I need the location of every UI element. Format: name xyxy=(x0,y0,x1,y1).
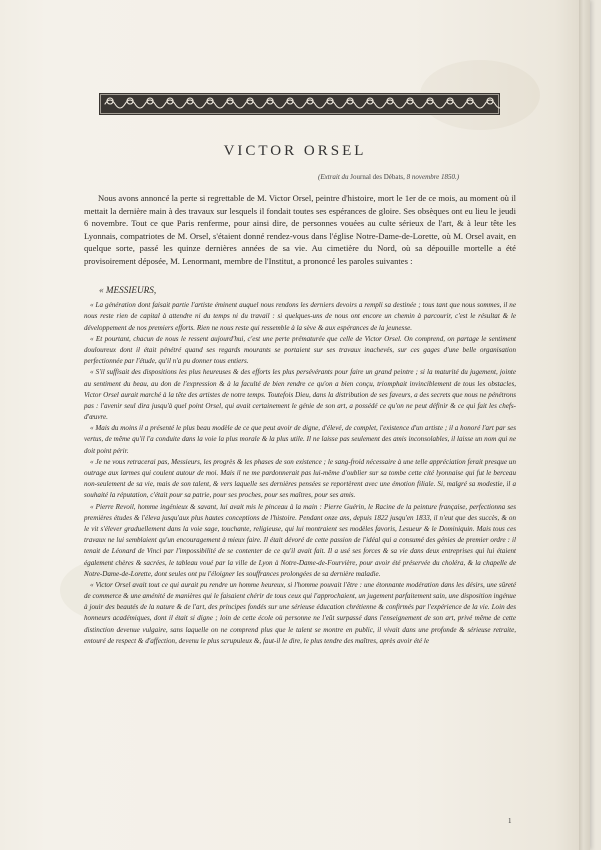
speech-block xyxy=(84,285,516,647)
speech-paragraph: « Mais du moins il a présenté le plus beau modèle de ce que peut avoir de digne, d'élevé, de complet, l'existence d'un artiste ; il a honoré l'art par ses vertus, de même qu'il l'a conduite dans la voie la plus morale & la plus utile. Il ne laisse pas seulement des amis inconsolables, il laisse un nom qui ne doit point périr. xyxy=(84,424,516,455)
page-title: VICTOR ORSEL xyxy=(223,143,367,159)
source-prefix: (Extrait du xyxy=(318,173,351,181)
source-journal: Journal des Débats xyxy=(350,173,404,181)
intro-paragraph: Nous avons annoncé la perte si regrettable de M. Victor Orsel, peintre d'histoire, mort le 1er de ce mois, au moment où il mettait la dernière main à des travaux sur lesquels il fondait toutes ses espérances de gloire. Ses obsèques ont eu lieu le jeudi 6 novembre. Tout ce que Paris renferme, pour ainsi dire, de personnes vouées au culte sérieux de l'art, & à leur tête les Lyonnais, compatriotes de M. Orsel, s'étaient donné rendez-vous dans l'église Notre-Dame-de-Lorette, où M. Orsel avait, en quelque sorte, passé les quinze dernières années de sa vie. Au cimetière du Nord, où sa dépouille mortelle a été provisoirement déposée, M. Lenormant, membre de l'Institut, a prononcé les paroles suivantes : xyxy=(84,193,516,266)
page-number: 1 xyxy=(508,817,512,825)
source-citation xyxy=(318,173,459,181)
speech-paragraph: « Victor Orsel avait tout ce qui aurait pu rendre un homme heureux, si l'homme pouvait l'être : une étonnante modération dans les désirs, une sûreté de commerce & une aménité de manières qui le faisaient chérir de tous ceux qui l'approchaient, un jugement parfaitement sain, une disposition ingénue à jouir des beautés de la nature & de l'art, des principes fondés sur une sérieuse éducation chrétienne & confirmés par l'expérience de la vie. Loin des honneurs académiques, dont il était si digne ; loin de cette école où personne ne l'eût surpassé dans l'enseignement de son art, privé même de cette distinction devenue vulgaire, sans laquelle on ne comprend plus que le talent se montre en public, il vivait dans une profonde & sérieuse retraite, entouré de respect & d'affection, devenu le plus scrupuleux &, faut-il le dire, le plus tendre des maîtres, après avoir été le xyxy=(84,580,516,645)
speech-paragraph: « Pierre Revoil, homme ingénieux & savant, lui avait mis le pinceau à la main : Pierre Guérin, le Racine de la peinture française, perfectionna ses premières études & l'éleva jusqu'aux plus hautes conceptions de l'histoire. Pendant onze ans, depuis 1822 jusqu'en 1833, il n'eut que des succès, & on le vit s'élever graduellement dans la voie sage, touchante, religieuse, qui lui montraient ses modèles favoris, Lesueur & le Dominiquin. Mais tous ces travaux ne lui semblaient qu'un encouragement à mieux faire. Il était dévoré de cette passion de l'idéal qui a consumé des génies de premier ordre : il tenait de Léonard de Vinci par l'impossibilité de se contenter de ce qu'il avait fait. Il a usé ses forces & sa vie dans deux entreprises qui lui étaient également chères & sacrées, le tableau voué par la ville de Lyon à Notre-Dame-de-Fourvière, pour avoir été préservée du choléra, & la chapelle de Notre-Dame-de-Lorette, dont seules ont pu l'éloigner les souffrances prolongées de sa dernière maladie. xyxy=(84,502,516,578)
speech-paragraph: « Je ne vous retracerai pas, Messieurs, les progrès & les phases de son existence ; le sang-froid nécessaire à une telle appréciation ferait presque un outrage aux larmes qui coulent autour de moi. Mais il ne me pardonnerait pas lui-même d'oublier sur sa tombe cette cité lyonnaise qui fut le berceau non-seulement de sa vie, mais de son talent, & vers laquelle ses dernières pensées se reportèrent avec une émotion filiale. Si, malgré sa modestie, il a souhaité la réputation, c'était pour sa patrie, pour ses proches, pour ses maîtres, pour ses amis. xyxy=(84,457,516,500)
speech-paragraph: « La génération dont faisait partie l'artiste éminent auquel nous rendons les derniers devoirs a rempli sa destinée ; tous tant que nous sommes, il ne nous reste rien de capital à attendre ni du temps ni du travail : si quelques-uns de nous ont encore un chemin à parcourir, c'est le résultat & le développement de nos premiers efforts. Rien ne nous reste qui ressemble à la sève & aux espérances de la jeunesse. xyxy=(84,301,516,332)
speech-paragraph: « Et pourtant, chacun de nous le ressent aujourd'hui, c'est une perte prématurée que celle de Victor Orsel. On comprend, on partage le sentiment douloureux dont il était pénétré quand ses regards mourants se portaient sur ses travaux inachevés, sur ces gages d'une belle organisation perfectionnée par l'étude, qu'il n'a pu donner tous entiers. xyxy=(84,334,516,366)
page-edge xyxy=(579,0,590,850)
speech-salutation: « MESSIEURS, xyxy=(99,285,157,295)
source-suffix: , 8 novembre 1850.) xyxy=(403,173,460,181)
speech-paragraph: « S'il suffisait des dispositions les plus heureuses & des efforts les plus persévérants pour faire un grand peintre ; si la maturité du jugement, jointe au sentiment du beau, au don de l'expression & à la faculté de bien rendre ce qu'on a bien conçu, triomphait invinciblement de tous les obstacles, Victor Orsel aurait marché à la tête des artistes de notre temps. Toutefois Dieu, dans la distribution de ses faveurs, a des secrets que nous ne pénétrons pas : l'avenir seul dira jusqu'à quel point Orsel, qui avait certainement le génie de son art, a possédé ce qu'on ne peut définir & ce qui fait les chefs-d'œuvre. xyxy=(84,368,516,422)
ornamental-header-band xyxy=(99,91,500,117)
